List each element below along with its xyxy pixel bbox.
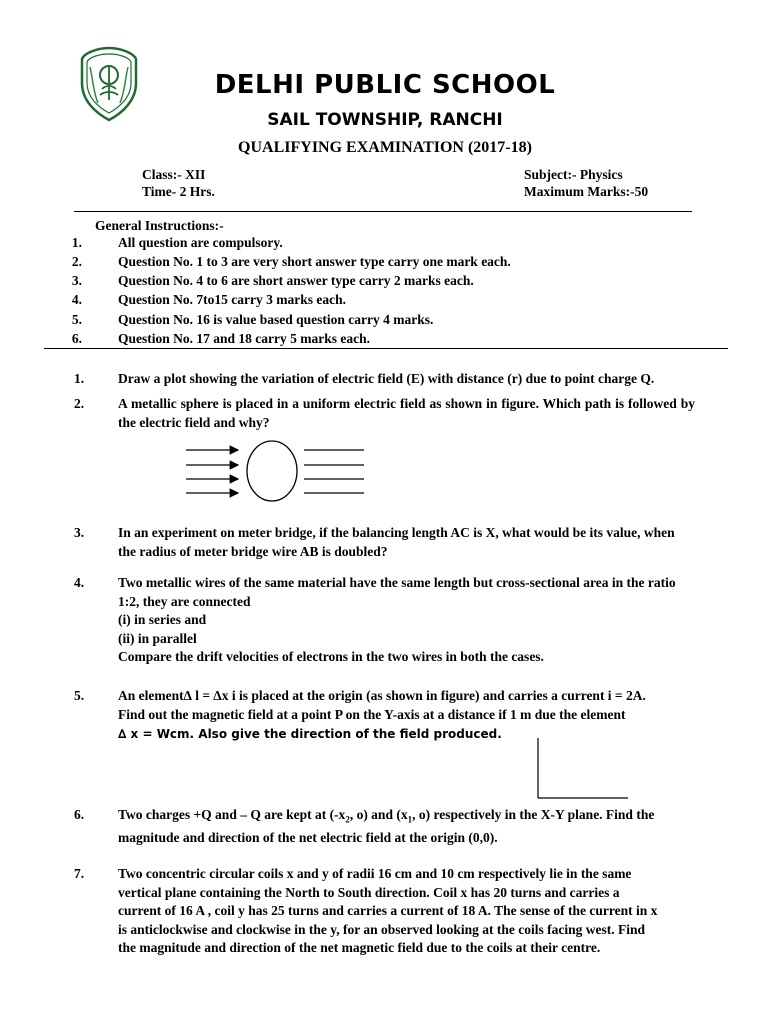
school-name: DELHI PUBLIC SCHOOL [214, 70, 556, 100]
question-number: 7. [74, 866, 85, 881]
question-text: the magnitude and direction of the net magnetic field due to the coils at their centre. [118, 940, 601, 955]
question-text: Find out the magnetic field at a point P on the Y-axis at a distance if 1 m due the element [118, 706, 626, 722]
question-number: 6. [74, 807, 85, 822]
question-text: ∆ x = Wcm. Also give the direction of the field produced. [118, 727, 502, 741]
question-text: (ii) in parallel [118, 630, 197, 646]
question-text: vertical plane containing the North to South direction. Coil x has 20 turns and carries a [118, 884, 620, 900]
question-text: An element∆ l = ∆x i is placed at the origin (as shown in figure) and carries a current i = 2A. [118, 688, 646, 703]
question-number: 5. [74, 688, 85, 703]
instruction-item [52, 312, 732, 330]
question-text: Compare the drift velocities of electrons in the two wires in both the cases. [118, 649, 544, 664]
question-number: 3. [74, 525, 85, 540]
question-text: In an experiment on meter bridge, if the balancing length AC is X, what would be its value, when the radius of meter bridge wire AB is doubled? [118, 525, 675, 559]
exam-title: QUALIFYING EXAMINATION (2017-18) [238, 139, 532, 156]
subject-label: Subject:- Physics [524, 167, 623, 182]
question-number: 1. [74, 371, 85, 386]
instructions-heading: General Instructions:- [95, 218, 224, 233]
school-location: SAIL TOWNSHIP, RANCHI [267, 110, 503, 130]
axes-figure [532, 736, 632, 804]
header-divider [74, 211, 692, 212]
instruction-number: 3. [71, 273, 82, 288]
instruction-item [52, 331, 732, 349]
instruction-number: 1. [71, 235, 82, 250]
time-label: Time- 2 Hrs. [142, 184, 215, 199]
question-number: 2. [74, 396, 85, 411]
instructions-divider [44, 348, 728, 349]
question-text: Two charges +Q and – Q are kept at ($-x_2$, o) and ($x_1$, o) respectively in the X-Y plane. Find the magnitude and direction of the net electric field at the origin (0,0). [118, 807, 655, 846]
question-text: Two metallic wires of the same material have the same length but cross-sectional area in the ratio 1:2, they are connected [118, 575, 676, 609]
question-text: Draw a plot showing the variation of electric field (E) with distance (r) due to point charge Q. [118, 371, 655, 386]
instruction-number: 6. [71, 331, 82, 346]
instruction-item [52, 292, 732, 310]
max-marks-label: Maximum Marks:-50 [524, 184, 649, 199]
sphere-field-figure [180, 440, 370, 508]
class-label: Class:- XII [142, 167, 206, 182]
question-body [118, 865, 695, 958]
instruction-text: Question No. 4 to 6 are short answer type carry 2 marks each. [118, 273, 474, 288]
question-text: Two concentric circular coils x and y of radii 16 cm and 10 cm respectively lie in the same [118, 866, 632, 881]
question-number: 4. [74, 575, 85, 590]
instruction-number: 4. [71, 292, 82, 307]
instruction-text: Question No. 17 and 18 carry 5 marks each. [118, 331, 370, 346]
instruction-number: 2. [71, 254, 82, 269]
instruction-text: Question No. 7to15 carry 3 marks each. [118, 292, 346, 307]
instruction-item [52, 273, 732, 291]
question-text: is anticlockwise and clockwise in the y, for an observed looking at the coils facing west. Find [118, 921, 646, 937]
question-text: A metallic sphere is placed in a uniform electric field as shown in figure. Which path is followed by the electric field and why? [118, 396, 695, 430]
instruction-text: Question No. 1 to 3 are very short answer type carry one mark each. [118, 254, 511, 269]
question-text: (i) in series and [118, 612, 207, 627]
question-body [118, 574, 695, 667]
instruction-item [52, 235, 732, 253]
instruction-text: All question are compulsory. [118, 235, 283, 250]
question-text: current of 16 A , coil y has 25 turns and carries a current of 18 A. The sense of the current in x [118, 903, 658, 918]
instruction-number: 5. [71, 312, 82, 327]
instruction-item [52, 254, 732, 272]
instruction-text: Question No. 16 is value based question carry 4 marks. [118, 312, 434, 327]
